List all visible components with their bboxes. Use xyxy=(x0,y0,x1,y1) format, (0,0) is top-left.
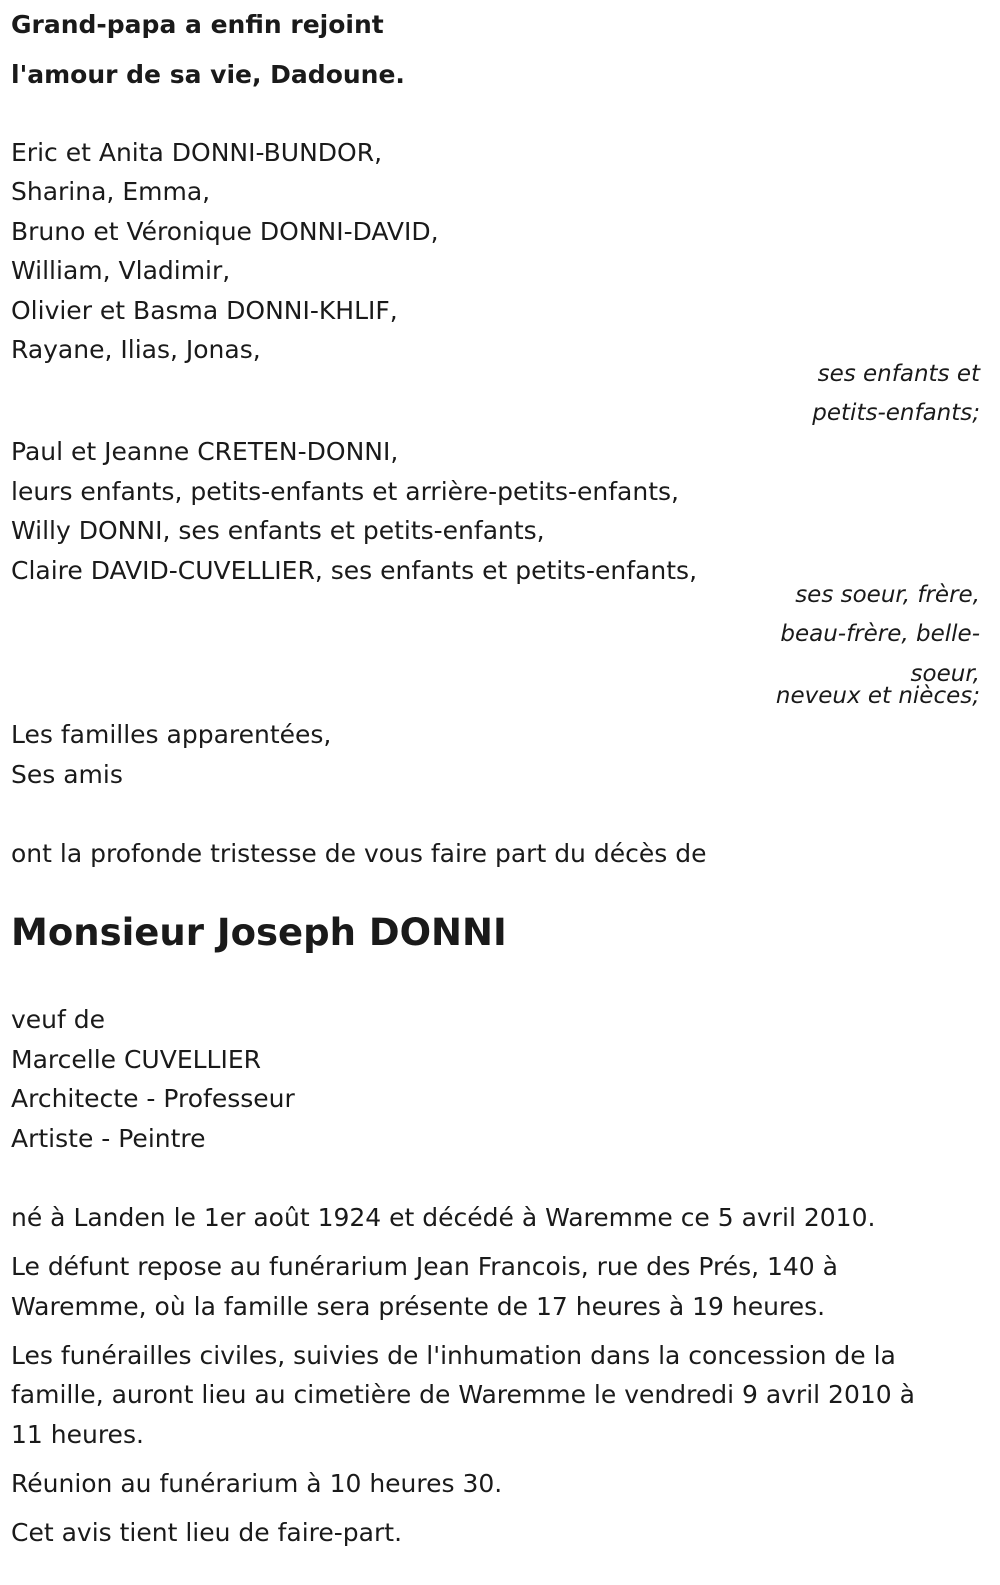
announcement: ont la profonde tristesse de vous faire part du décès de xyxy=(11,839,707,868)
family-line: Claire DAVID-CUVELLIER, ses enfants et petits-enfants, xyxy=(11,556,698,585)
family-line: Rayane, Ilias, Jonas, xyxy=(11,335,261,364)
paragraph-notice: Cet avis tient lieu de faire-part. xyxy=(11,1518,403,1547)
paragraph-birth-death: né à Landen le 1er août 1924 et décédé à Waremme ce 5 avril 2010. xyxy=(11,1203,876,1232)
paragraph-funeral-line: famille, auront lieu au cimetière de Waremme le vendredi 9 avril 2010 à xyxy=(11,1380,915,1409)
intro-line-1: Grand-papa a enfin rejoint xyxy=(11,10,384,39)
family-role: ses soeur, frère, xyxy=(795,582,980,608)
family-line: leurs enfants, petits-enfants et arrière-petits-enfants, xyxy=(11,477,679,506)
family-role: soeur, xyxy=(910,661,980,687)
deceased-name: Monsieur Joseph DONNI xyxy=(11,911,507,954)
family-role: beau-frère, belle- xyxy=(780,621,980,647)
others-line: Ses amis xyxy=(11,760,123,789)
detail-line: veuf de xyxy=(11,1005,106,1034)
paragraph-funeral-line: 11 heures. xyxy=(11,1420,144,1449)
paragraph-reunion: Réunion au funérarium à 10 heures 30. xyxy=(11,1469,503,1498)
paragraph-rest-line: Le défunt repose au funérarium Jean Francois, rue des Prés, 140 à xyxy=(11,1252,838,1281)
family-line: Paul et Jeanne CRETEN-DONNI, xyxy=(11,437,399,466)
family-role: neveux et nièces; xyxy=(775,683,980,709)
paragraph-funeral-line: Les funérailles civiles, suivies de l'inhumation dans la concession de la xyxy=(11,1341,896,1370)
paragraph-rest-line: Waremme, où la famille sera présente de 17 heures à 19 heures. xyxy=(11,1292,826,1321)
detail-line: Architecte - Professeur xyxy=(11,1084,295,1113)
family-line: Bruno et Véronique DONNI-DAVID, xyxy=(11,217,439,246)
family-line: Eric et Anita DONNI-BUNDOR, xyxy=(11,138,383,167)
family-line: Sharina, Emma, xyxy=(11,177,211,206)
family-role: petits-enfants; xyxy=(812,400,980,426)
family-line: William, Vladimir, xyxy=(11,256,231,285)
detail-line: Marcelle CUVELLIER xyxy=(11,1045,262,1074)
family-line: Olivier et Basma DONNI-KHLIF, xyxy=(11,296,398,325)
family-role: ses enfants et xyxy=(817,361,980,387)
others-line: Les familles apparentées, xyxy=(11,720,332,749)
detail-line: Artiste - Peintre xyxy=(11,1124,206,1153)
family-line: Willy DONNI, ses enfants et petits-enfants, xyxy=(11,516,545,545)
intro-line-2: l'amour de sa vie, Dadoune. xyxy=(11,60,405,89)
